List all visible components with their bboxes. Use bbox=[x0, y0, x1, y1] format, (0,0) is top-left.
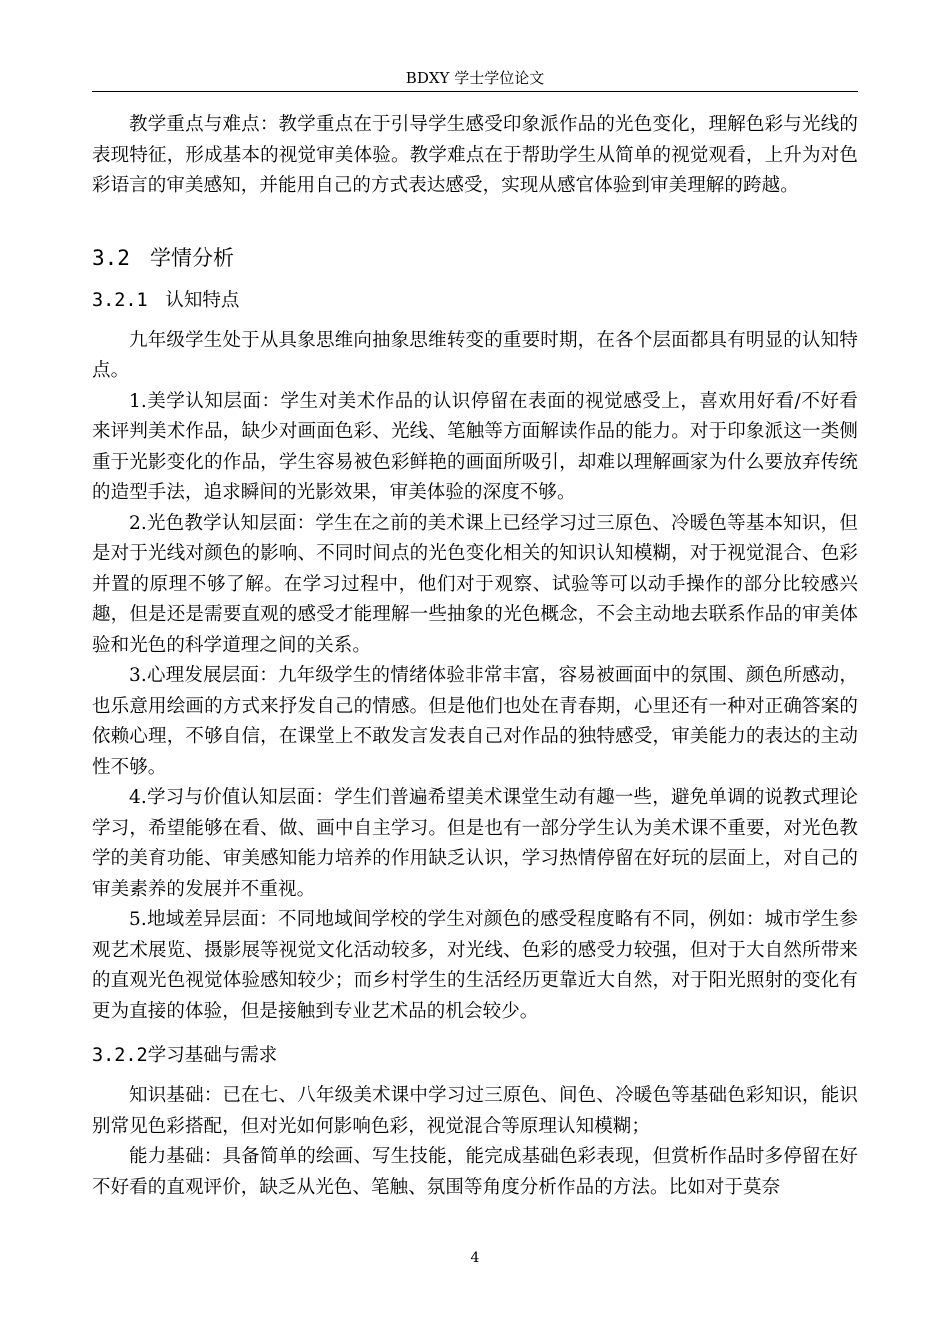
paragraph: 知识基础：已在七、八年级美术课中学习过三原色、间色、冷暖色等基础色彩知识，能识别常见色彩搭配，但对光如何影响色彩，视觉混合等原理认知模糊； bbox=[92, 1085, 858, 1137]
section-title: 学情分析 bbox=[149, 245, 234, 270]
header-divider bbox=[92, 91, 858, 92]
paragraph: 2.光色教学认知层面：学生在之前的美术课上已经学习过三原色、冷暖色等基本知识，但是对于光线对颜色的影响、不同时间点的光色变化相关的知识认知模糊，对于视觉混合、色彩并置的原理不够了解。在学习过程中，他们对于观察、试验等可以动手操作的部分比较感兴趣，但是还是需要直观的感受才能理解一些抽象的光色概念，不会主动地去联系作品的审美体验和光色的科学道理之间的关系。 bbox=[92, 512, 858, 656]
subsection-heading-foundation bbox=[92, 1041, 858, 1081]
section-heading bbox=[92, 242, 858, 286]
paragraph: 能力基础：具备简单的绘画、写生技能，能完成基础色彩表现，但赏析作品时多停留在好不好看的直观评价，缺乏从光色、笔触、氛围等角度分析作品的方法。比如对于莫奈 bbox=[92, 1146, 858, 1198]
subsection-number: 3.2.1 bbox=[92, 289, 148, 311]
subsection-title: 学习基础与需求 bbox=[147, 1045, 278, 1066]
paragraph: 4.学习与价值认知层面：学生们普遍希望美术课堂生动有趣一些，避免单调的说教式理论学习，希望能够在看、做、画中自主学习。但是也有一部分学生认为美术课不重要，对光色教学的美育功能、审美感知能力培养的作用缺乏认识，学习热情停留在好玩的层面上，对自己的审美素养的发展并不重视。 bbox=[92, 787, 858, 900]
page-body bbox=[92, 110, 858, 1203]
page-number: 4 bbox=[470, 1250, 480, 1266]
subsection-heading-cognition bbox=[92, 286, 858, 326]
paragraph: 5.地域差异层面：不同地域间学校的学生对颜色的感受程度略有不同，例如：城市学生参观艺术展览、摄影展等视觉文化活动较多，对光线、色彩的感受力较强，但对于大自然所带来的直观光色视觉体验感知较少；而乡村学生的生活经历更靠近大自然，对于阳光照射的变化有更为直接的体验，但是接触到专业艺术品的机会较少。 bbox=[92, 909, 858, 1022]
paragraph: 3.心理发展层面：九年级学生的情绪体验非常丰富，容易被画面中的氛围、颜色所感动，也乐意用绘画的方式来抒发自己的情感。但是他们也处在青春期，心里还有一种对正确答案的依赖心理，不够自信，在课堂上不敢发言发表自己对作品的独特感受，审美能力的表达的主动性不够。 bbox=[92, 665, 858, 778]
page-header: BDXY 学士学位论文 bbox=[405, 69, 545, 87]
subsection-title: 认知特点 bbox=[165, 289, 240, 311]
intro-paragraph: 教学重点与难点：教学重点在于引导学生感受印象派作品的光色变化，理解色彩与光线的表现特征，形成基本的视觉审美体验。教学难点在于帮助学生从简单的视觉观看，上升为对色彩语言的审美感知，并能用自己的方式表达感受，实现从感官体验到审美理解的跨越。 bbox=[92, 114, 858, 196]
section-number: 3.2 bbox=[92, 245, 130, 270]
paragraph: 九年级学生处于从具象思维向抽象思维转变的重要时期，在各个层面都具有明显的认知特点。 bbox=[92, 329, 858, 381]
paragraph: 1.美学认知层面：学生对美术作品的认识停留在表面的视觉感受上，喜欢用好看/不好看来评判美术作品，缺少对画面色彩、光线、笔触等方面解读作品的能力。对于印象派这一类侧重于光影变化的作品，学生容易被色彩鲜艳的画面所吸引，却难以理解画家为什么要放弃传统的造型手法，追求瞬间的光影效果，审美体验的深度不够。 bbox=[92, 390, 858, 503]
subsection-number: 3.2.2 bbox=[92, 1045, 148, 1066]
